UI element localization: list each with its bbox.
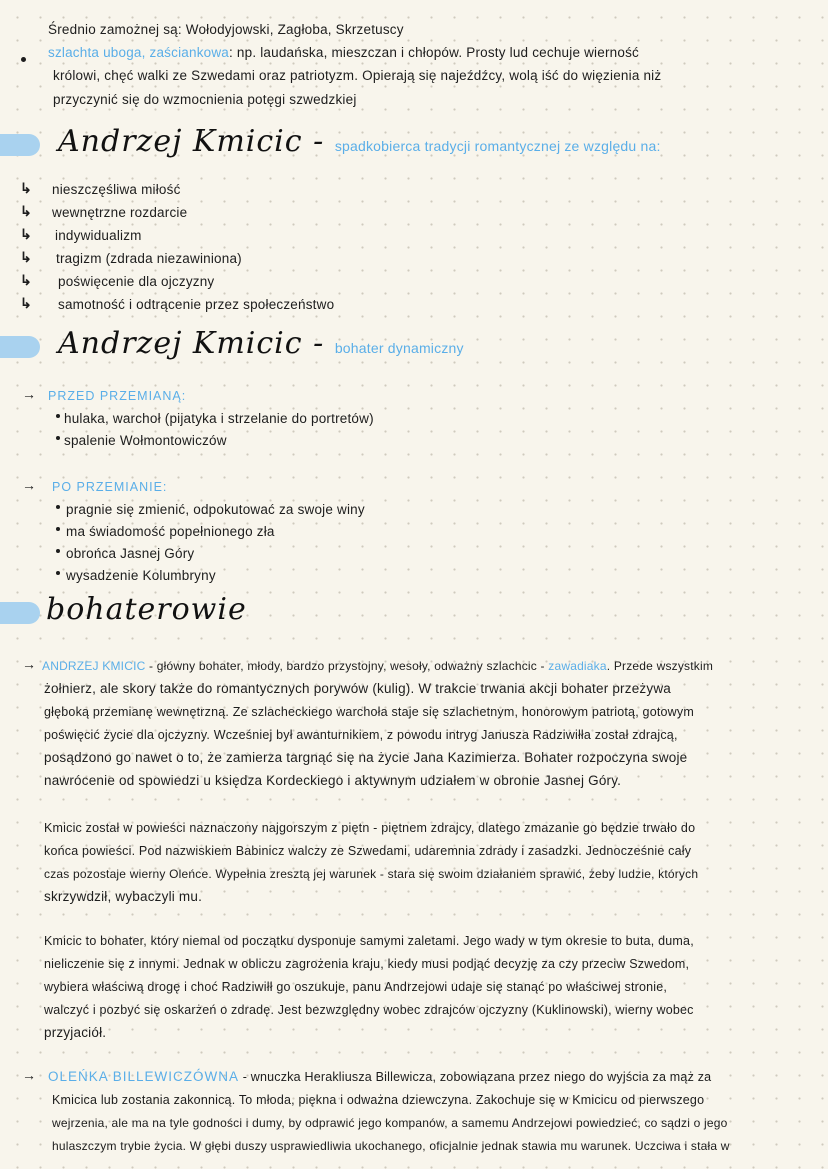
trait-item: tragizm (zdrada niezawiniona) [56,251,242,266]
trait-item: indywidualizm [55,228,142,243]
kmicic-tag: zawadiaka [548,659,607,673]
after-item: obrońca Jasnej Góry [66,546,195,561]
paragraph-line: skrzywdził, wybaczyli mu. [44,889,203,904]
olenka-intro-text: - wnuczka Herakliusza Billewicza, zobowiązana przez niego do wyjścia za mąż za [239,1070,712,1084]
heading-subtitle: spadkobierca tradycji romantycznej ze względu na: [334,138,661,154]
poor-nobility-label: szlachta uboga, zaściankowa [48,45,230,60]
bullet-icon [56,414,60,418]
heading-subtitle: bohater dynamiczny [334,340,464,356]
arrow-icon: → [22,477,36,493]
kmicic-intro-text: - główny bohater, młody, bardzo przystojny, wesoły, odważny szlachcic - [145,659,549,673]
after-item: wysadzenie Kolumbryny [66,568,216,583]
bullet-icon [56,527,60,531]
arrow-icon: ↳ [20,272,32,288]
trait-item: wewnętrzne rozdarcie [52,205,188,220]
trait-item: nieszczęśliwa miłość [52,182,181,197]
heading-title: Andrzej Kmicic - [58,326,325,361]
intro-poor-nobility [48,44,639,62]
section-heading [58,326,464,361]
paragraph-line: walczyć i pozbyć się oskarżeń o zdradę. Jest bezwzględny wobec zdrajców ojczyzny (Kuklinowski), wierny wobec [44,1003,694,1017]
olenka-intro [48,1068,711,1086]
heading-marker [0,134,40,156]
section-heading: bohaterowie [46,592,247,627]
paragraph-line: wybiera właściwą drogę i choć Radziwiłł go oszukuje, panu Andrzejowi udaje się stanąć po właściwej stronie, [44,980,668,994]
arrow-icon: → [22,386,36,402]
paragraph-line: hulaszczym trybie życia. W głębi duszy usprawiedliwia ukochanego, oficjalnie jednak stawia mu warunek. Uczciwa i stała w [52,1139,730,1153]
trait-item: samotność i odtrącenie przez społeczeństwo [58,297,335,312]
arrow-icon: ↳ [20,180,32,196]
paragraph-line: końca powieści. Pod nazwiskiem Babinicz walczy ze Szwedami, udaremnia zdrady i zasadzki. Jednocześnie cały [44,844,692,858]
olenka-name: OLEŃKA BILLEWICZÓWNA [48,1069,240,1084]
paragraph-line: wejrzenia, ale ma na tyle godności i dumy, by odprawić jego kompanów, a samemu Andrzejowi powiedzieć, co sądzi o jego [52,1116,728,1130]
kmicic-intro [42,657,713,675]
paragraph-line: czas pozostaje wierny Oleńce. Wypełnia zresztą jej warunek - stara się swoim działaniem sprawić, żeby ludzie, których [44,867,699,881]
paragraph-line: nawrócenie od spowiedzi u księdza Kordeckiego i aktywnym udziałem w obronie Jasnej Góry. [44,773,622,788]
bullet-icon [21,57,26,62]
kmicic-name: ANDRZEJ KMICIC [42,659,146,673]
paragraph-line: posądzono go nawet o to, że zamierza targnąć się na życie Jana Kazimierza. Bohater rozpoczyna swoje [44,750,688,765]
paragraph-line: Kmicic to bohater, który niemal od początku dysponuje samymi zaletami. Jego wady w tym okresie to buta, duma, [44,934,694,948]
bullet-icon [56,505,60,509]
intro-line: Średnio zamożnej są: Wołodyjowski, Zagłoba, Skrzetuscy [48,22,404,37]
bullet-icon [56,549,60,553]
heading-marker [0,336,40,358]
after-item: pragnie się zmienić, odpokutować za swoje winy [66,502,365,517]
paragraph-line: nieliczenie się z innymi. Jednak w obliczu zagrożenia kraju, kiedy musi podjąć decyzję za czy przeciw Szwedom, [44,957,690,971]
after-item: ma świadomość popełnionego zła [66,524,275,539]
poor-nobility-text: : np. laudańska, mieszczan i chłopów. Prosty lud cechuje wierność [229,45,639,60]
paragraph-line: Kmicica lub zostania zakonnicą. To młoda, piękna i odważna dziewczyna. Zakochuje się w Kmicicu od pierwszego [52,1093,705,1107]
arrow-icon: → [22,656,36,672]
kmicic-intro-end: . Przede wszystkim [606,659,714,673]
heading-marker [0,602,40,624]
after-label: PO PRZEMIANIE: [52,480,168,494]
intro-line: królowi, chęć walki ze Szwedami oraz patriotyzm. Opierają się najeźdźcy, wolą iść do więzienia niż [53,68,662,83]
paragraph-line: głęboką przemianę wewnętrzną. Ze szlacheckiego warchoła staje się szlachetnym, honorowym patriotą, gotowym [44,705,694,719]
arrow-icon: → [22,1067,36,1083]
arrow-icon: ↳ [20,249,32,265]
trait-item: poświęcenie dla ojczyzny [58,274,215,289]
before-item: spalenie Wołmontowiczów [64,433,227,448]
paragraph-line: przyjaciół. [44,1025,107,1040]
before-item: hulaka, warchoł (pijatyka i strzelanie do portretów) [64,411,374,426]
arrow-icon: ↳ [20,226,32,242]
paragraph-line: poświęcić życie dla ojczyzny. Wcześniej był awanturnikiem, z powodu intryg Janusza Radziwiłła został zdrajcą, [44,728,678,742]
arrow-icon: ↳ [20,295,32,311]
before-label: PRZED PRZEMIANĄ: [48,389,187,403]
heading-title: Andrzej Kmicic - [58,124,325,159]
bullet-icon [56,436,60,440]
bullet-icon [56,571,60,575]
intro-line: przyczynić się do wzmocnienia potęgi szwedzkiej [53,92,357,107]
arrow-icon: ↳ [20,203,32,219]
section-heading [58,124,661,159]
paragraph-line: Kmicic został w powieści naznaczony najgorszym z piętn - piętnem zdrajcy, dlatego zmazanie go będzie trwało do [44,821,696,835]
paragraph-line: żołnierz, ale skory także do romantycznych porywów (kulig). W trakcie trwania akcji bohater przeżywa [44,681,671,696]
